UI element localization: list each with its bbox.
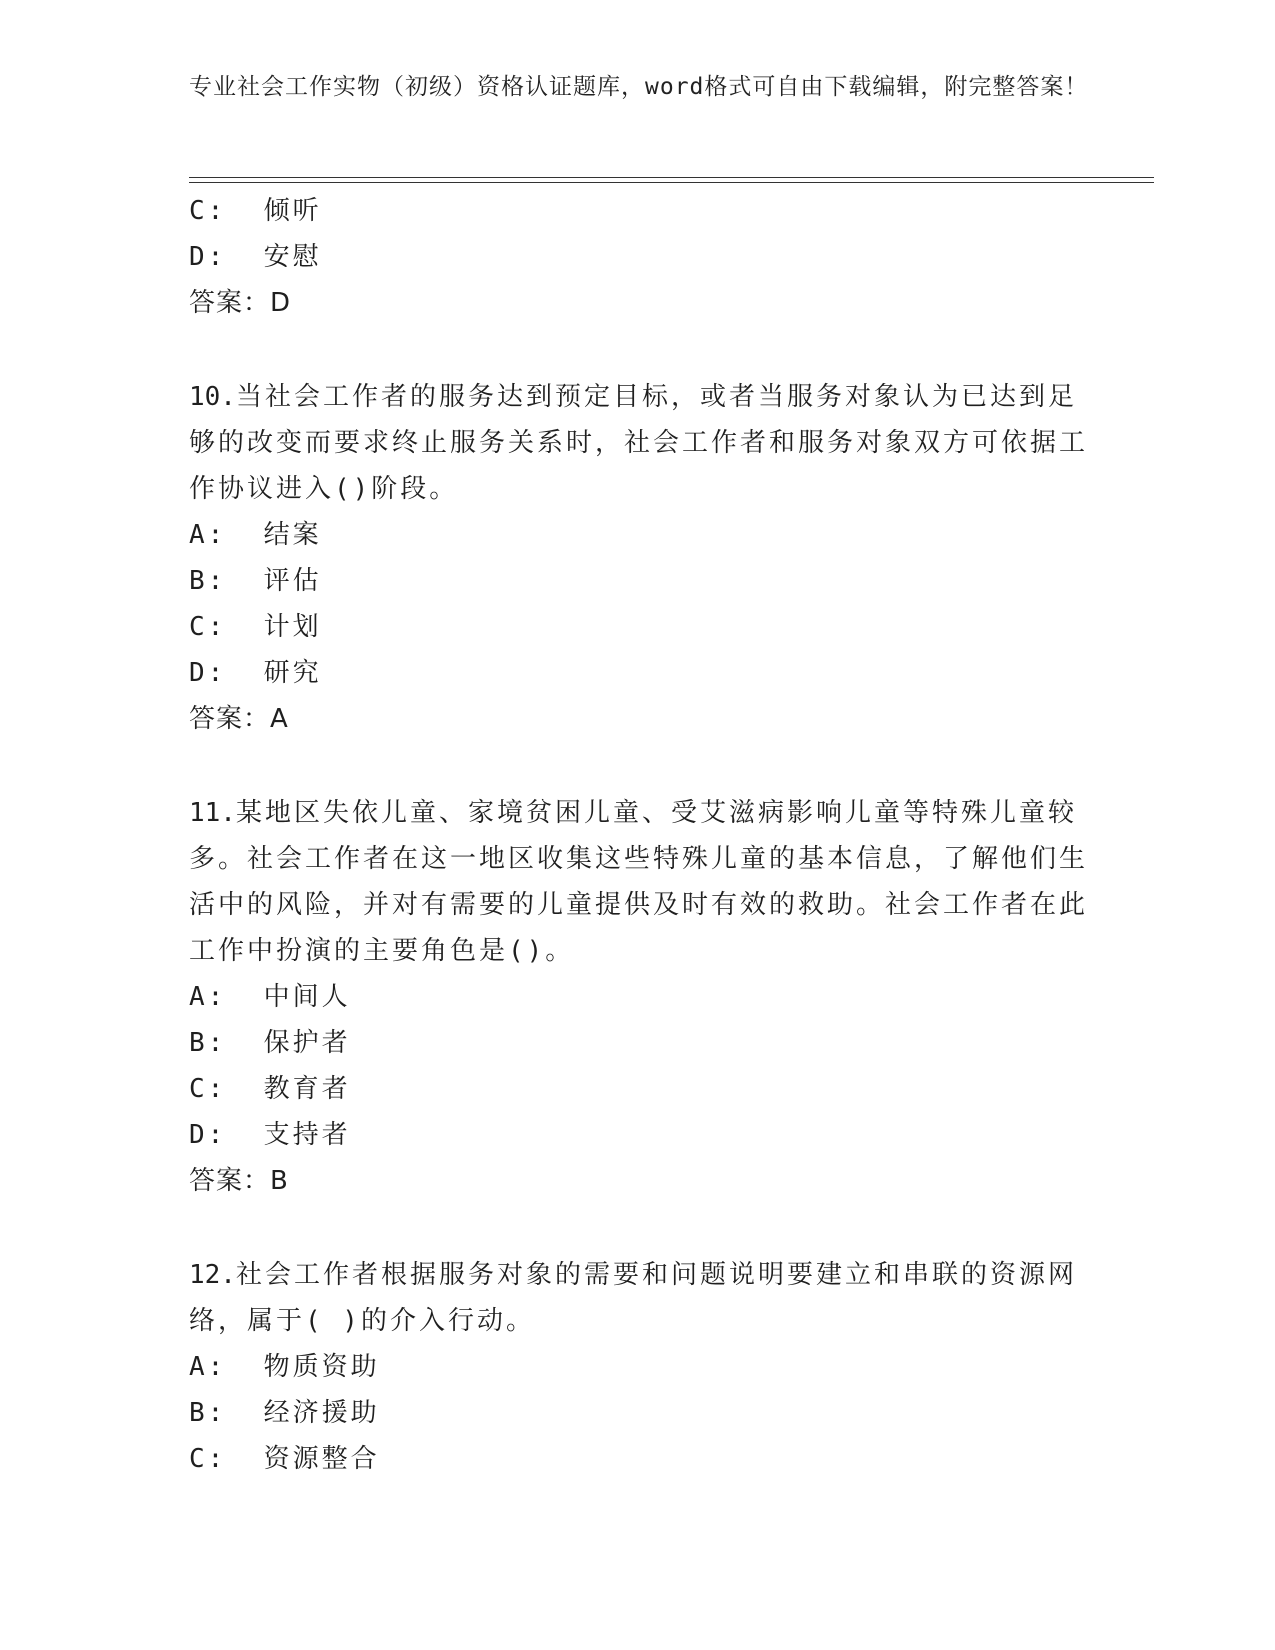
question-stem [189, 790, 1089, 974]
option-d: D: 安慰 [189, 242, 322, 272]
question-stem [189, 374, 1089, 512]
option-a: A: 结案 [189, 520, 322, 550]
option-d: D: 支持者 [189, 1120, 351, 1150]
question-text: 某地区失依儿童、家境贫困儿童、受艾滋病影响儿童等特殊儿童较多。社会工作者在这一地区收集这些特殊儿童的基本信息，了解他们生活中的风险，并对有需要的儿童提供及时有效的救助。社会工作者在此工作中扮演的主要角色是()。 [189, 798, 1089, 966]
option-c: C: 教育者 [189, 1074, 351, 1104]
question-list [189, 188, 1089, 1482]
option-a: A: 物质资助 [189, 1352, 380, 1382]
question-text: 社会工作者根据服务对象的需要和问题说明要建立和串联的资源网络，属于( )的介入行动。 [189, 1260, 1077, 1336]
question-10 [189, 374, 1089, 742]
header-divider-bottom [189, 182, 1154, 183]
question-11 [189, 790, 1089, 1204]
option-b: B: 保护者 [189, 1028, 351, 1058]
question-prev [189, 188, 1089, 326]
option-b: B: 经济援助 [189, 1398, 380, 1428]
header-divider-top [189, 177, 1154, 178]
answer-line: 答案：A [189, 704, 289, 734]
answer-line: 答案：B [189, 1166, 289, 1196]
question-number: 11. [189, 798, 236, 828]
question-number: 12. [189, 1260, 236, 1290]
option-c: C: 倾听 [189, 196, 322, 226]
option-c: C: 计划 [189, 612, 322, 642]
option-c: C: 资源整合 [189, 1444, 380, 1474]
page-header: 专业社会工作实物（初级）资格认证题库，word格式可自由下载编辑，附完整答案！ [189, 74, 1089, 100]
option-b: B: 评估 [189, 566, 322, 596]
question-stem [189, 1252, 1089, 1344]
question-12 [189, 1252, 1089, 1482]
option-a: A: 中间人 [189, 982, 351, 1012]
answer-line: 答案：D [189, 288, 292, 318]
question-text: 当社会工作者的服务达到预定目标，或者当服务对象认为已达到足够的改变而要求终止服务关系时，社会工作者和服务对象双方可依据工作协议进入()阶段。 [189, 382, 1089, 504]
question-number: 10. [189, 382, 236, 412]
option-d: D: 研究 [189, 658, 322, 688]
